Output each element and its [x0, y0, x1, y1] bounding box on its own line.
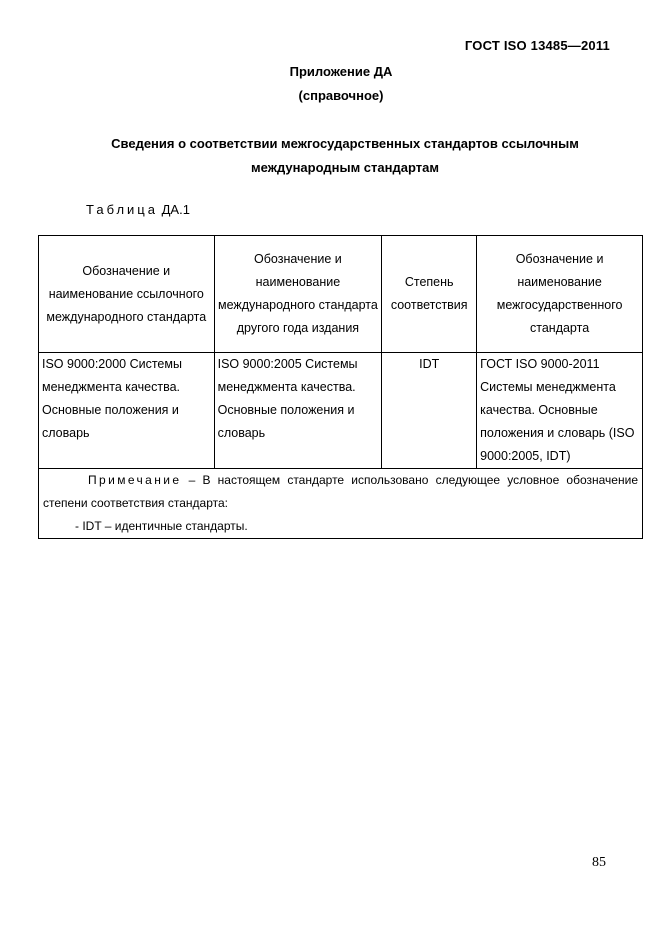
page-number: 85 — [592, 855, 606, 870]
correspondence-table — [38, 235, 643, 539]
header-interstate-standard: Обозначение и наименование межгосударственного стандарта — [477, 236, 643, 353]
header-referenced-standard: Обозначение и наименование ссылочного международного стандарта — [39, 236, 215, 353]
cell-degree: IDT — [382, 353, 477, 469]
note-line-2: степени соответствия стандарта: — [43, 496, 228, 510]
table-row — [39, 353, 643, 469]
note-text-1: – В настоящем стандарте использовано следующее условное обозначение — [188, 473, 638, 487]
section-heading-line1: Сведения о соответствии межгосударственных стандартов ссылочным — [111, 136, 579, 151]
table-caption-number: ДА.1 — [161, 202, 190, 217]
table-caption-word: Таблица — [86, 202, 158, 217]
note-label: Примечание — [88, 473, 182, 487]
annex-kind: (справочное) — [298, 88, 384, 103]
table-header-row — [39, 236, 643, 353]
table-note-row — [39, 469, 643, 539]
header-degree: Степень соответствия — [382, 236, 477, 353]
cell-referenced-standard: ISO 9000:2000 Системы менеджмента качества. Основные положения и словарь — [39, 353, 215, 469]
annex-title: Приложение ДА — [289, 64, 393, 79]
note-line-3: - IDT – идентичные стандарты. — [75, 519, 248, 533]
standard-code: ГОСТ ISO 13485—2011 — [464, 38, 610, 53]
cell-other-year-standard: ISO 9000:2005 Системы менеджмента качества. Основные положения и словарь — [214, 353, 382, 469]
section-heading-line2: международным стандартам — [251, 160, 439, 175]
cell-interstate-standard: ГОСТ ISO 9000-2011 Системы менеджмента качества. Основные положения и словарь (ISO 9000:2005, IDT) — [477, 353, 643, 469]
table-note — [39, 469, 643, 539]
section-heading — [60, 132, 630, 180]
table-caption — [86, 202, 190, 217]
note-line-1 — [43, 469, 638, 492]
header-other-year-standard: Обозначение и наименование международного стандарта другого года издания — [214, 236, 382, 353]
